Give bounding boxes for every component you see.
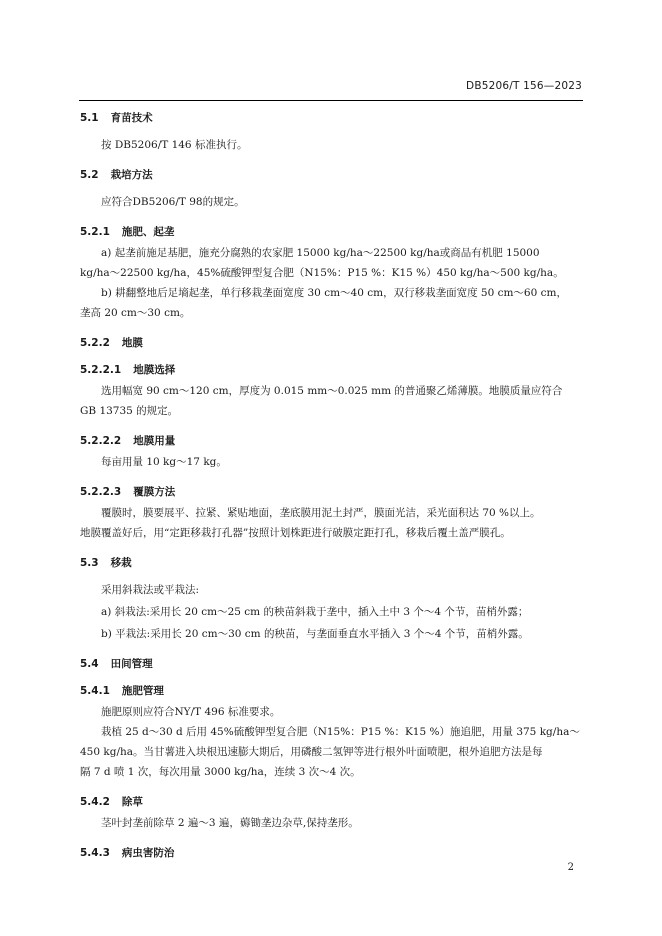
paragraph-5-3-intro: 采用斜栽法或平栽法: <box>101 584 200 596</box>
heading-5-2-2-3: 5.2.2.3 覆膜方法 <box>80 486 176 498</box>
paragraph-5-2: 应符合DB5206/T 98的规定。 <box>101 196 245 208</box>
page-number: 2 <box>567 862 574 873</box>
heading-5-2-2-2: 5.2.2.2 地膜用量 <box>80 435 176 447</box>
list-item-5-2-1-a: a) 起垄前施足基肥，施充分腐熟的农家肥 15000 kg/ha～22500 kg/ha或商品有机肥 15000 kg/ha～22500 kg/ha，45%硫酸钾型复合肥（N15%：P15 %：K15 %）450 kg/ha～500 kg/ha。 <box>80 247 564 279</box>
heading-5-4-1: 5.4.1 施肥管理 <box>80 685 164 697</box>
heading-5-1: 5.1 育苗技术 <box>80 112 153 124</box>
paragraph-5-2-2-1: 选用幅宽 90 cm～120 cm，厚度为 0.015 mm～0.025 mm 的普通聚乙烯薄膜。地膜质量应符合 GB 13735 的规定。 <box>80 385 563 417</box>
paragraph-5-1: 按 DB5206/T 146 标准执行。 <box>101 139 248 151</box>
heading-5-2: 5.2 栽培方法 <box>80 169 153 181</box>
document-body <box>80 110 585 860</box>
document-code: DB5206/T 156—2023 <box>466 80 582 92</box>
heading-5-4-2: 5.4.2 除草 <box>80 796 143 808</box>
paragraph-5-4-1-b: 栽植 25 d～30 d 后用 45%硫酸钾型复合肥（N15%：P15 %：K15 %）施追肥，用量 375 kg/ha～ 450 kg/ha。当甘薯进入块根迅速膨大期后，用磷酸二氢钾等进行根外叶面喷肥，根外追肥方法是每 隔 7 d 喷 1 次，每次用量 3000 kg/ha，连续 3 次～4 次。 <box>80 726 580 778</box>
heading-5-3: 5.3 移栽 <box>80 557 132 569</box>
heading-5-2-1: 5.2.1 施肥、起垄 <box>80 226 175 238</box>
heading-5-4-3: 5.4.3 病虫害防治 <box>80 847 175 859</box>
paragraph-5-2-2-2: 每亩用量 10 kg～17 kg。 <box>101 456 227 468</box>
paragraph-5-2-2-3: 覆膜时，膜要展平、拉紧、紧贴地面，垄底膜用泥土封严，膜面光洁，采光面积达 70 %以上。 地膜覆盖好后，用“定距移栽打孔器”按照计划株距进行破膜定距打孔，移栽后覆土盖严膜孔。 <box>80 507 541 539</box>
header-rule <box>79 100 583 101</box>
list-item-5-2-1-b: b) 耕翻整地后足墒起垄，单行移栽垄面宽度 30 cm～40 cm，双行移栽垄面宽度 50 cm～60 cm， 垄高 20 cm～30 cm。 <box>80 287 567 319</box>
paragraph-5-4-1-a: 施肥原则应符合NY/T 496 标准要求。 <box>101 706 281 718</box>
heading-5-4: 5.4 田间管理 <box>80 658 153 670</box>
heading-5-2-2: 5.2.2 地膜 <box>80 337 143 349</box>
list-item-5-3-a: a) 斜栽法:采用长 20 cm～25 cm 的秧苗斜栽于垄中，插入土中 3 个～4 个节，苗梢外露； <box>101 606 529 618</box>
heading-5-2-2-1: 5.2.2.1 地膜选择 <box>80 364 176 376</box>
list-item-5-3-b: b) 平栽法:采用长 20 cm～30 cm 的秧苗，与垄面垂直水平插入 3 个～4 个节，苗梢外露。 <box>101 628 529 640</box>
paragraph-5-4-2: 茎叶封垄前除草 2 遍～3 遍，薅锄垄边杂草,保持垄形。 <box>101 817 359 829</box>
